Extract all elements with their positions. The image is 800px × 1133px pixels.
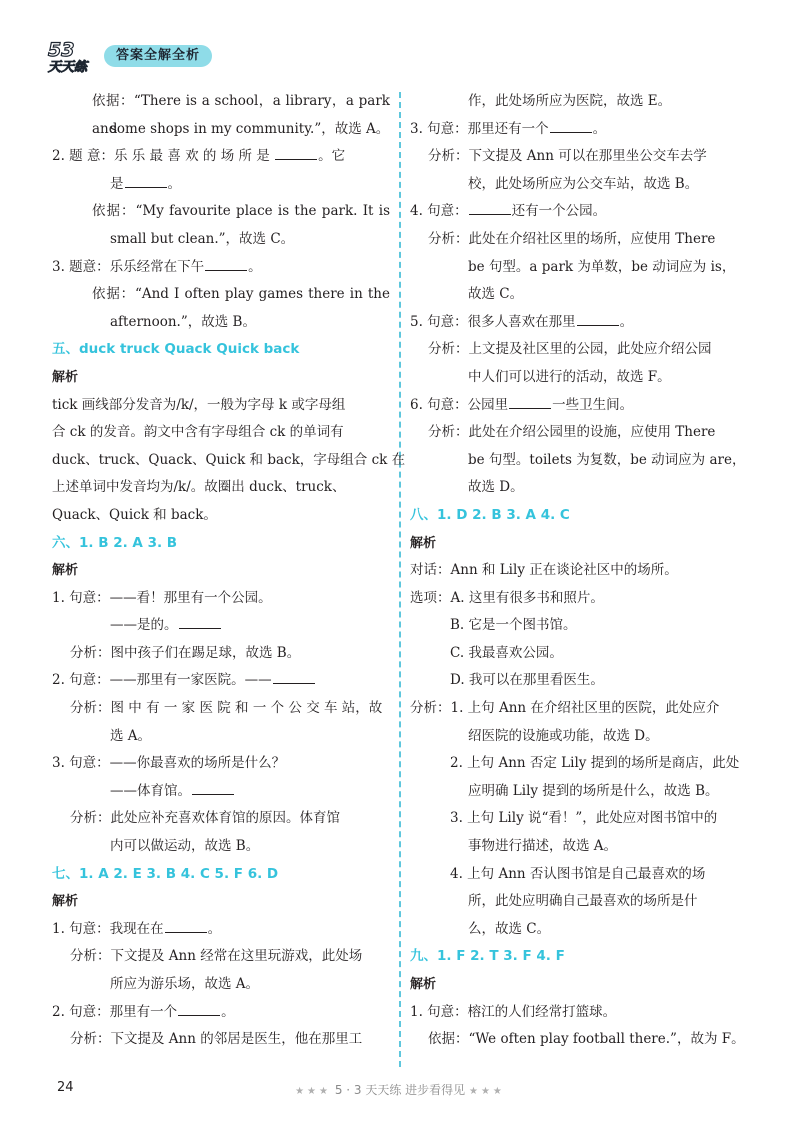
text-line: 4. 句意： 还有一个公园。 bbox=[410, 198, 748, 226]
text-line: 2. 上句 Ann 否定 Lily 提到的场所是商店，此处 bbox=[450, 755, 740, 772]
text-line: 故选 C。 bbox=[468, 286, 524, 303]
text-line: some shops in my community.”，故选 A。 bbox=[110, 120, 390, 137]
text-line: 3. 上句 Lily 说“看！”，此处应对图书馆中的 bbox=[450, 810, 718, 827]
analysis-label: 解析 bbox=[52, 563, 79, 579]
answer-blank bbox=[178, 1001, 220, 1016]
text-line: ——是的。 bbox=[52, 612, 390, 640]
text-line: be 句型。a park 为单数，be 动词应为 is， bbox=[468, 258, 736, 275]
answer-blank bbox=[165, 918, 207, 933]
text-line: D. 我可以在那里看医生。 bbox=[450, 672, 604, 689]
text-line: 对话：Ann 和 Lily 正在谈论社区中的场所。 bbox=[410, 562, 678, 579]
text-line: 事物进行描述，故选 A。 bbox=[468, 838, 618, 855]
text-line: 分析：下文提及 Ann 经常在这里玩游戏，此处场 bbox=[70, 948, 363, 965]
answer-blank bbox=[205, 256, 247, 271]
text-line: 作，此处场所应为医院，故选 E。 bbox=[468, 93, 672, 109]
footer-slogan: 5 · 3 天天练 进步看得见 bbox=[334, 1083, 466, 1097]
text-line: 2. 题 意：乐 乐 最 喜 欢 的 场 所 是 。它 bbox=[52, 143, 390, 171]
text-line: 2. 句意：——那里有一家医院。—— bbox=[52, 667, 390, 695]
footer-stars-left: ★★★ bbox=[295, 1086, 331, 1097]
section-heading: 六、1. B 2. A 3. B bbox=[52, 534, 178, 551]
text-line: small but clean.”，故选 C。 bbox=[110, 230, 295, 247]
section-heading: 九、1. F 2. T 3. F 4. F bbox=[410, 948, 565, 965]
text-line: 校，此处场所应为公交车站，故选 B。 bbox=[468, 175, 699, 192]
answer-blank bbox=[550, 118, 592, 133]
page-footer bbox=[0, 1081, 800, 1098]
text-line: C. 我最喜欢公园。 bbox=[450, 644, 563, 661]
header-title: 答案全解全析 bbox=[104, 45, 212, 67]
text-line: 1. 句意：——看！那里有一个公园。 bbox=[52, 589, 272, 606]
text-line: 1. 句意：榕江的人们经常打篮球。 bbox=[410, 1003, 617, 1020]
text-line: 么，故选 C。 bbox=[468, 920, 551, 937]
text-line: 分析：图中孩子们在踢足球，故选 B。 bbox=[70, 644, 301, 661]
answer-blank bbox=[273, 669, 315, 684]
text-line: 3. 句意：——你最喜欢的场所是什么？ bbox=[52, 755, 286, 772]
svg-text:53: 53 bbox=[48, 39, 75, 61]
text-line: 所应为游乐场，故选 A。 bbox=[110, 976, 260, 992]
brand-logo bbox=[46, 36, 106, 74]
text-line: 依据：“There is a school，a library，a park and bbox=[92, 93, 390, 137]
section-heading: 八、1. D 2. B 3. A 4. C bbox=[410, 506, 570, 523]
answer-blank bbox=[469, 200, 511, 215]
answer-blank bbox=[275, 145, 317, 160]
analysis-label: 解析 bbox=[410, 535, 437, 551]
answer-blank bbox=[192, 780, 234, 795]
text-line: 中人们可以进行的活动，故选 F。 bbox=[468, 368, 671, 385]
analysis-label: 解析 bbox=[410, 977, 437, 992]
text-line: 依据：“My favourite place is the park. It is bbox=[92, 203, 390, 220]
page-header bbox=[46, 36, 346, 76]
answer-blank bbox=[577, 311, 619, 326]
text-line: 故选 D。 bbox=[468, 479, 524, 496]
text-line: B. 它是一个图书馆。 bbox=[450, 617, 577, 634]
text-line: Quack、Quick 和 back。 bbox=[52, 506, 217, 523]
text-line: 1. 句意：我现在在 。 bbox=[52, 916, 390, 944]
text-line: duck、truck、Quack、Quick 和 back，字母组合 ck 在 bbox=[52, 451, 406, 468]
text-line: 所，此处应明确自己最喜欢的场所是什 bbox=[468, 893, 698, 910]
text-line: 2. 句意：那里有一个 。 bbox=[52, 999, 390, 1027]
text-line: 分析：下文提及 Ann 的邻居是医生，他在那里工 bbox=[70, 1031, 363, 1048]
text-line: 5. 句意：很多人喜欢在那里 。 bbox=[410, 309, 748, 337]
answer-blank bbox=[125, 173, 167, 188]
text-line: 分析：图 中 有 一 家 医 院 和 一 个 公 交 车 站，故 bbox=[70, 700, 383, 717]
text-line: ——体育馆。 bbox=[52, 778, 390, 806]
page-number: 24 bbox=[57, 1080, 74, 1095]
section-heading: 七、1. A 2. E 3. B 4. C 5. F 6. D bbox=[52, 865, 279, 882]
column-divider bbox=[399, 92, 401, 1067]
text-line: 依据：“We often play football there.”，故为 F。 bbox=[428, 1031, 745, 1048]
text-line: 分析：下文提及 Ann 可以在那里坐公交车去学 bbox=[428, 148, 707, 165]
left-column bbox=[52, 88, 406, 1054]
text-line: 分析：1. 上句 Ann 在介绍社区里的医院，此处应介 bbox=[410, 700, 720, 717]
text-line: 分析：此处应补充喜欢体育馆的原因。体育馆 bbox=[70, 810, 340, 827]
footer-stars-right: ★★★ bbox=[469, 1086, 505, 1097]
answer-blank bbox=[509, 394, 551, 409]
text-line: be 句型。toilets 为复数，be 动词应为 are， bbox=[468, 451, 746, 468]
analysis-label: 解析 bbox=[52, 369, 79, 385]
text-line: tick 画线部分发音为/k/，一般为字母 k 或字母组 bbox=[52, 396, 346, 413]
text-line: 绍医院的设施或功能，故选 D。 bbox=[468, 727, 659, 744]
text-line: 选 A。 bbox=[110, 727, 152, 744]
text-line: 分析：此处在介绍公园里的设施，应使用 There bbox=[428, 424, 716, 441]
text-line: 选项：A. 这里有很多书和照片。 bbox=[410, 589, 604, 606]
right-column bbox=[410, 88, 748, 1054]
section-heading: 五、duck truck Quack Quick back bbox=[52, 341, 300, 358]
text-line: 合 ck 的发音。韵文中含有字母组合 ck 的单词有 bbox=[52, 424, 344, 441]
text-line: 是 。 bbox=[52, 171, 390, 199]
text-line: 3. 句意：那里还有一个 。 bbox=[410, 116, 748, 144]
text-line: 分析：上文提及社区里的公园，此处应介绍公园 bbox=[428, 341, 712, 358]
text-line: 6. 句意：公园里 一些卫生间。 bbox=[410, 392, 748, 420]
text-line: 4. 上句 Ann 否认图书馆是自己最喜欢的场 bbox=[450, 865, 706, 882]
text-line: 内可以做运动，故选 B。 bbox=[110, 838, 260, 855]
text-line: afternoon.”，故选 B。 bbox=[110, 313, 256, 330]
text-line: 依据：“And I often play games there in the bbox=[92, 286, 390, 303]
text-line: 3. 题意：乐乐经常在下午 。 bbox=[52, 254, 390, 282]
text-line: 分析：此处在介绍社区里的场所，应使用 There bbox=[428, 230, 716, 247]
svg-text:天天练: 天天练 bbox=[48, 60, 88, 74]
text-line: 上述单词中发音均为/k/。故圈出 duck、truck、 bbox=[52, 479, 346, 496]
analysis-label: 解析 bbox=[52, 894, 79, 910]
answer-blank bbox=[179, 614, 221, 629]
text-line: 应明确 Lily 提到的场所是什么，故选 B。 bbox=[468, 782, 719, 799]
